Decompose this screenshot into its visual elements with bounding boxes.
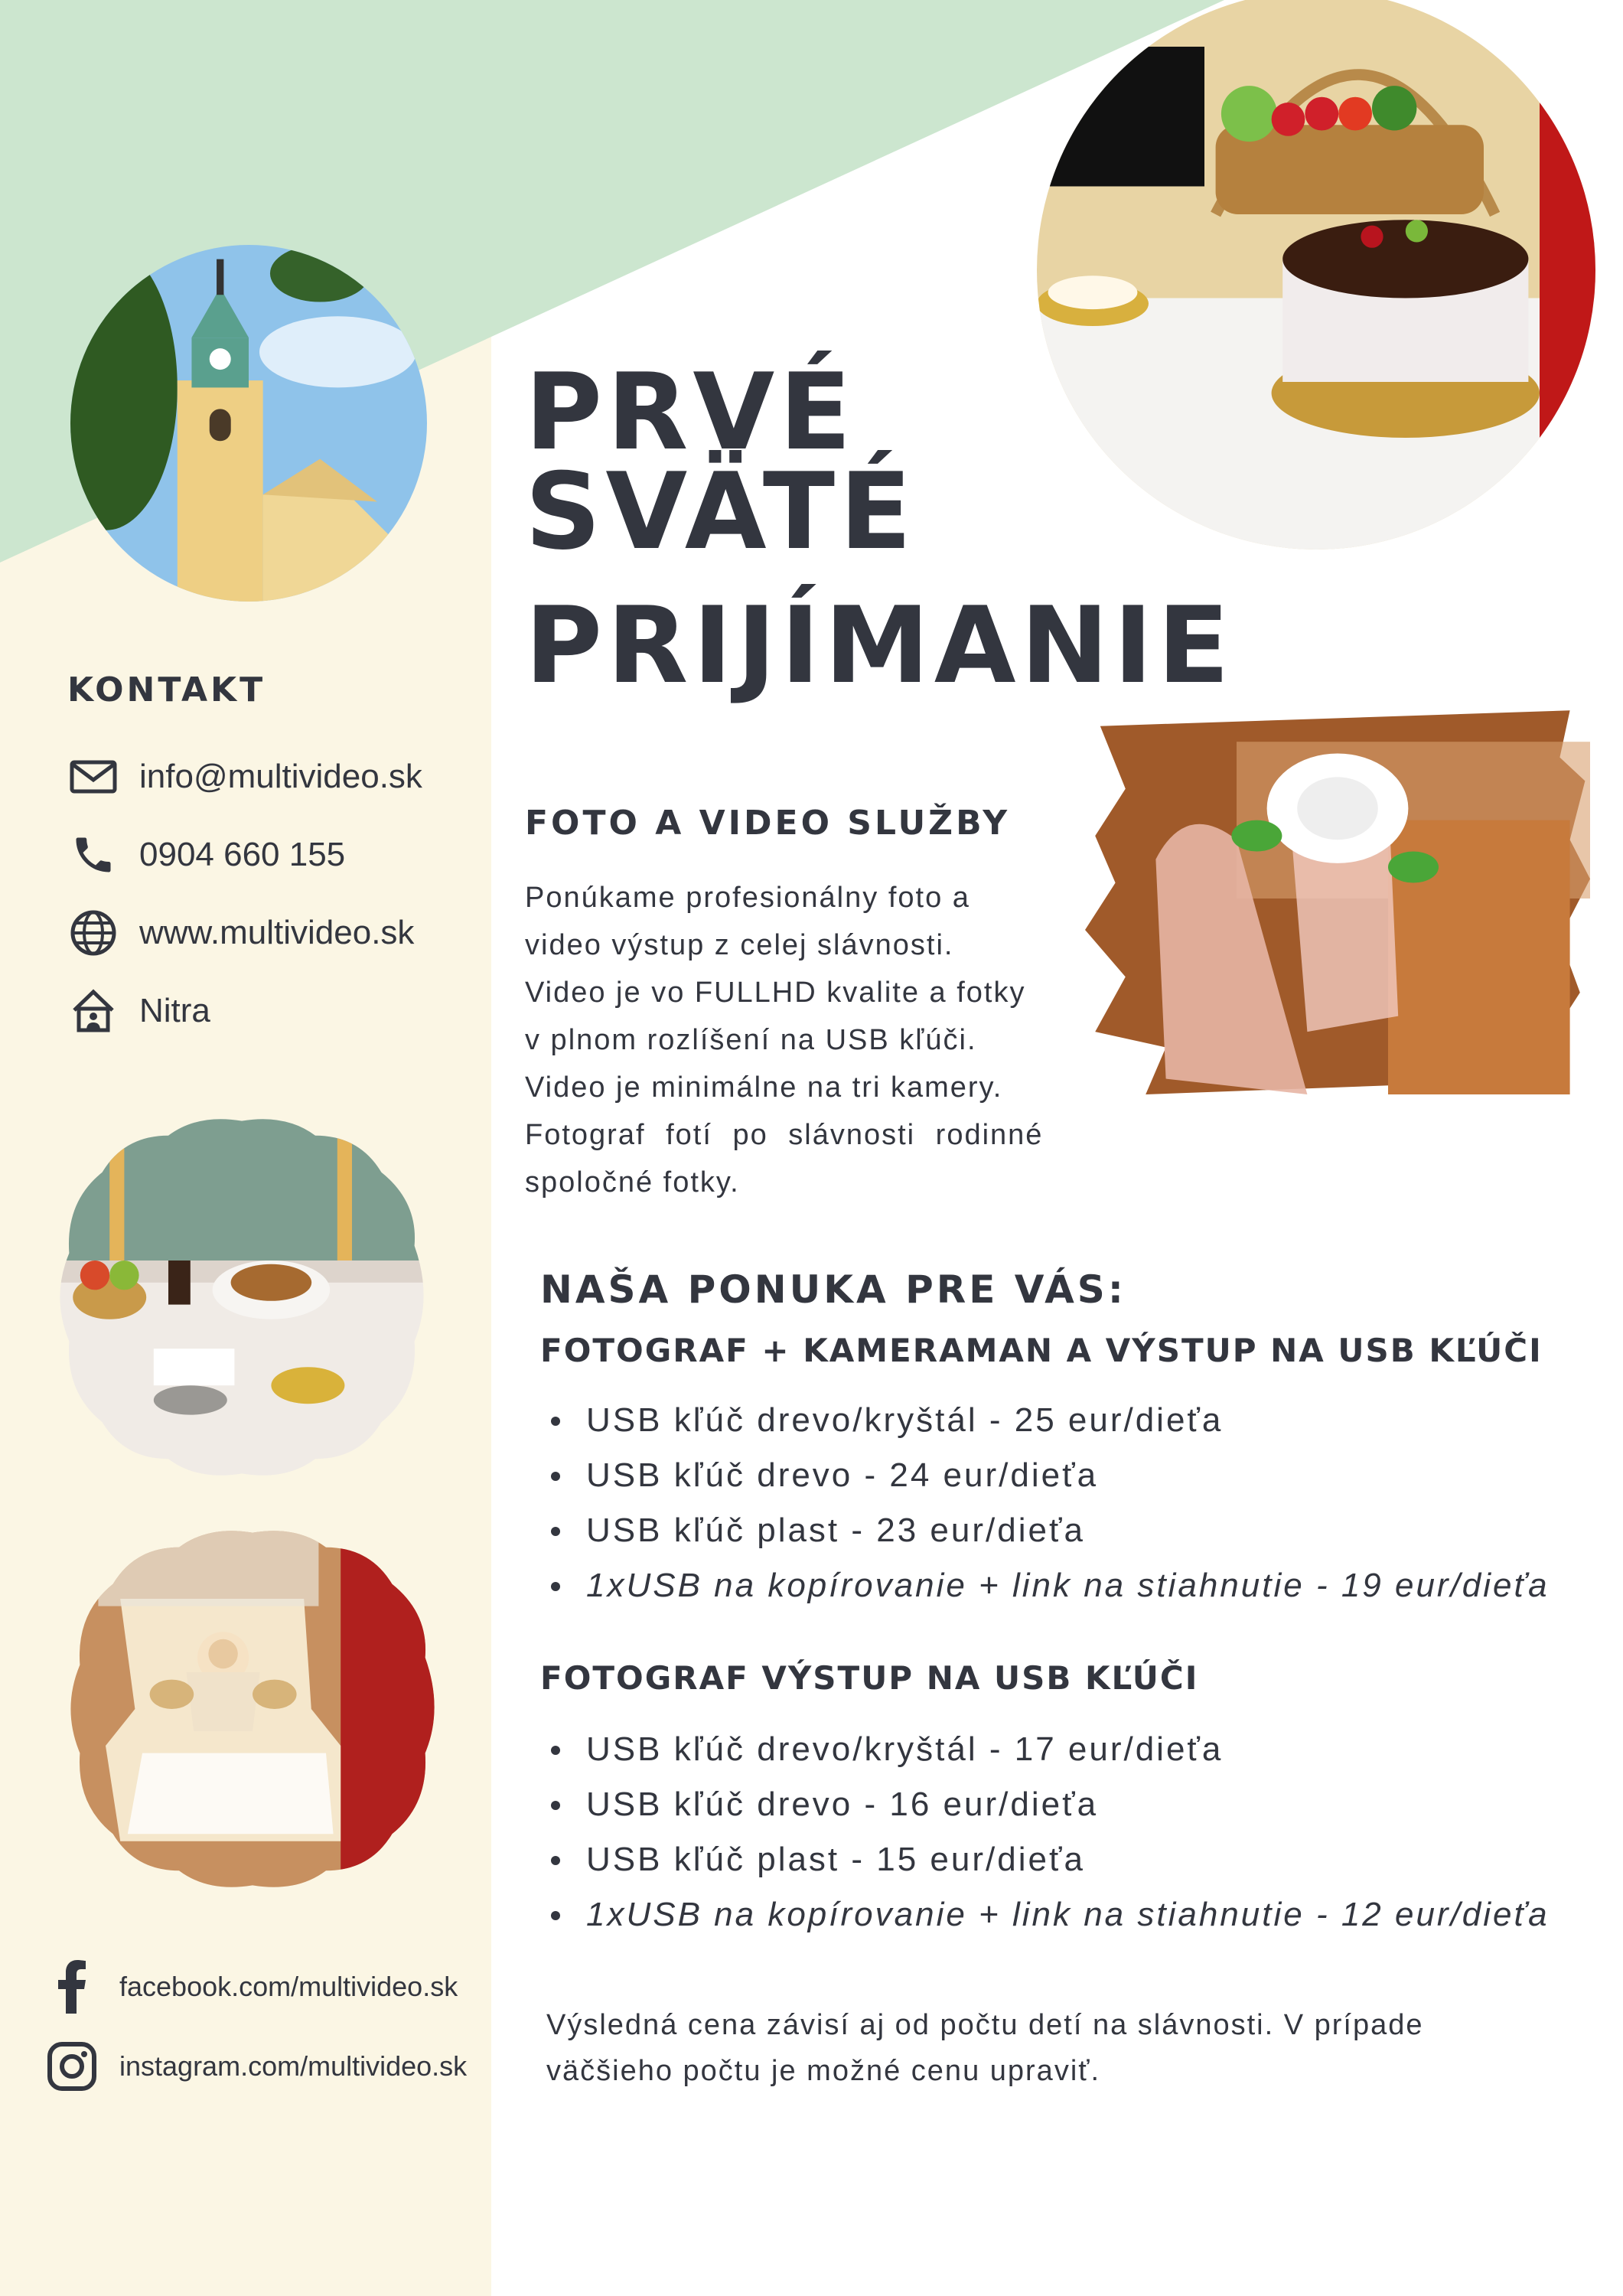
contact-website[interactable] (67, 906, 414, 960)
facebook-link-text: facebook.com/multivideo.sk (119, 1971, 458, 2002)
instagram-link-text: instagram.com/multivideo.sk (119, 2050, 468, 2082)
chair-flower-photo (1085, 703, 1590, 1094)
contact-email[interactable] (67, 750, 422, 804)
instagram-icon (44, 2039, 99, 2094)
package1-title: FOTOGRAF + KAMERAMAN A VÝSTUP NA USB KĽÚČI (540, 1332, 1543, 1369)
contact-location (67, 984, 210, 1038)
services-line: spoločné fotky. (525, 1166, 740, 1199)
contact-email-text: info@multivideo.sk (139, 758, 422, 795)
offer-heading: NAŠA PONUKA PRE VÁS: (540, 1267, 1126, 1312)
list-item: USB kľúč drevo/kryštál - 17 eur/dieťa (540, 1722, 1550, 1777)
list-item: USB kľúč drevo/kryštál - 25 eur/dieťa (540, 1393, 1550, 1448)
page-title-line2: SVÄTÉ (525, 450, 917, 573)
basket-cake-photo (1037, 0, 1595, 550)
facebook-link[interactable] (44, 1959, 458, 2014)
package2-list (540, 1722, 1550, 1942)
services-heading: FOTO A VIDEO SLUŽBY (525, 804, 1011, 843)
contact-website-text: www.multivideo.sk (139, 914, 415, 951)
phone-icon (67, 829, 119, 881)
list-item: USB kľúč plast - 23 eur/dieťa (540, 1503, 1550, 1558)
gingerbread-photo (69, 1525, 436, 1893)
globe-icon (67, 907, 119, 959)
price-note (546, 2002, 1424, 2094)
church-photo (70, 245, 427, 602)
services-line: video výstup z celej slávnosti. (525, 929, 954, 961)
contact-phone[interactable] (67, 828, 345, 882)
services-line: Ponúkame profesionálny foto a (525, 882, 970, 914)
services-line: Fotograf fotí po slávnosti rodinné (525, 1119, 1044, 1151)
services-line: Video je minimálne na tri kamery. (525, 1071, 1003, 1104)
home-icon (67, 985, 119, 1037)
altar-bread-photo (58, 1114, 425, 1481)
list-item: USB kľúč drevo - 16 eur/dieťa (540, 1777, 1550, 1832)
list-item: 1xUSB na kopírovanie + link na stiahnutie - 19 eur/dieťa (540, 1558, 1550, 1613)
facebook-icon (44, 1959, 99, 2014)
instagram-link[interactable] (44, 2039, 467, 2094)
services-description (525, 874, 1043, 1206)
services-line: Video je vo FULLHD kvalite a fotky (525, 977, 1026, 1009)
page-title-line1: PRVÉ (525, 351, 856, 474)
price-note-line: väčšieho počtu je možné cenu upraviť. (546, 2055, 1101, 2087)
contact-location-text: Nitra (139, 992, 210, 1029)
services-line: v plnom rozlíšení na USB kľúči. (525, 1024, 977, 1056)
price-note-line: Výsledná cena závisí aj od počtu detí na slávnosti. V prípade (546, 2009, 1424, 2041)
contact-heading: KONTAKT (67, 670, 266, 709)
envelope-icon (67, 751, 119, 803)
page-title-line3: PRIJÍMANIE (525, 584, 1234, 707)
package1-list (540, 1393, 1550, 1613)
package2-title: FOTOGRAF VÝSTUP NA USB KĽÚČI (540, 1659, 1199, 1697)
list-item: USB kľúč drevo - 24 eur/dieťa (540, 1448, 1550, 1503)
list-item: 1xUSB na kopírovanie + link na stiahnutie - 12 eur/dieťa (540, 1887, 1550, 1942)
contact-phone-text: 0904 660 155 (139, 836, 346, 873)
list-item: USB kľúč plast - 15 eur/dieťa (540, 1832, 1550, 1887)
